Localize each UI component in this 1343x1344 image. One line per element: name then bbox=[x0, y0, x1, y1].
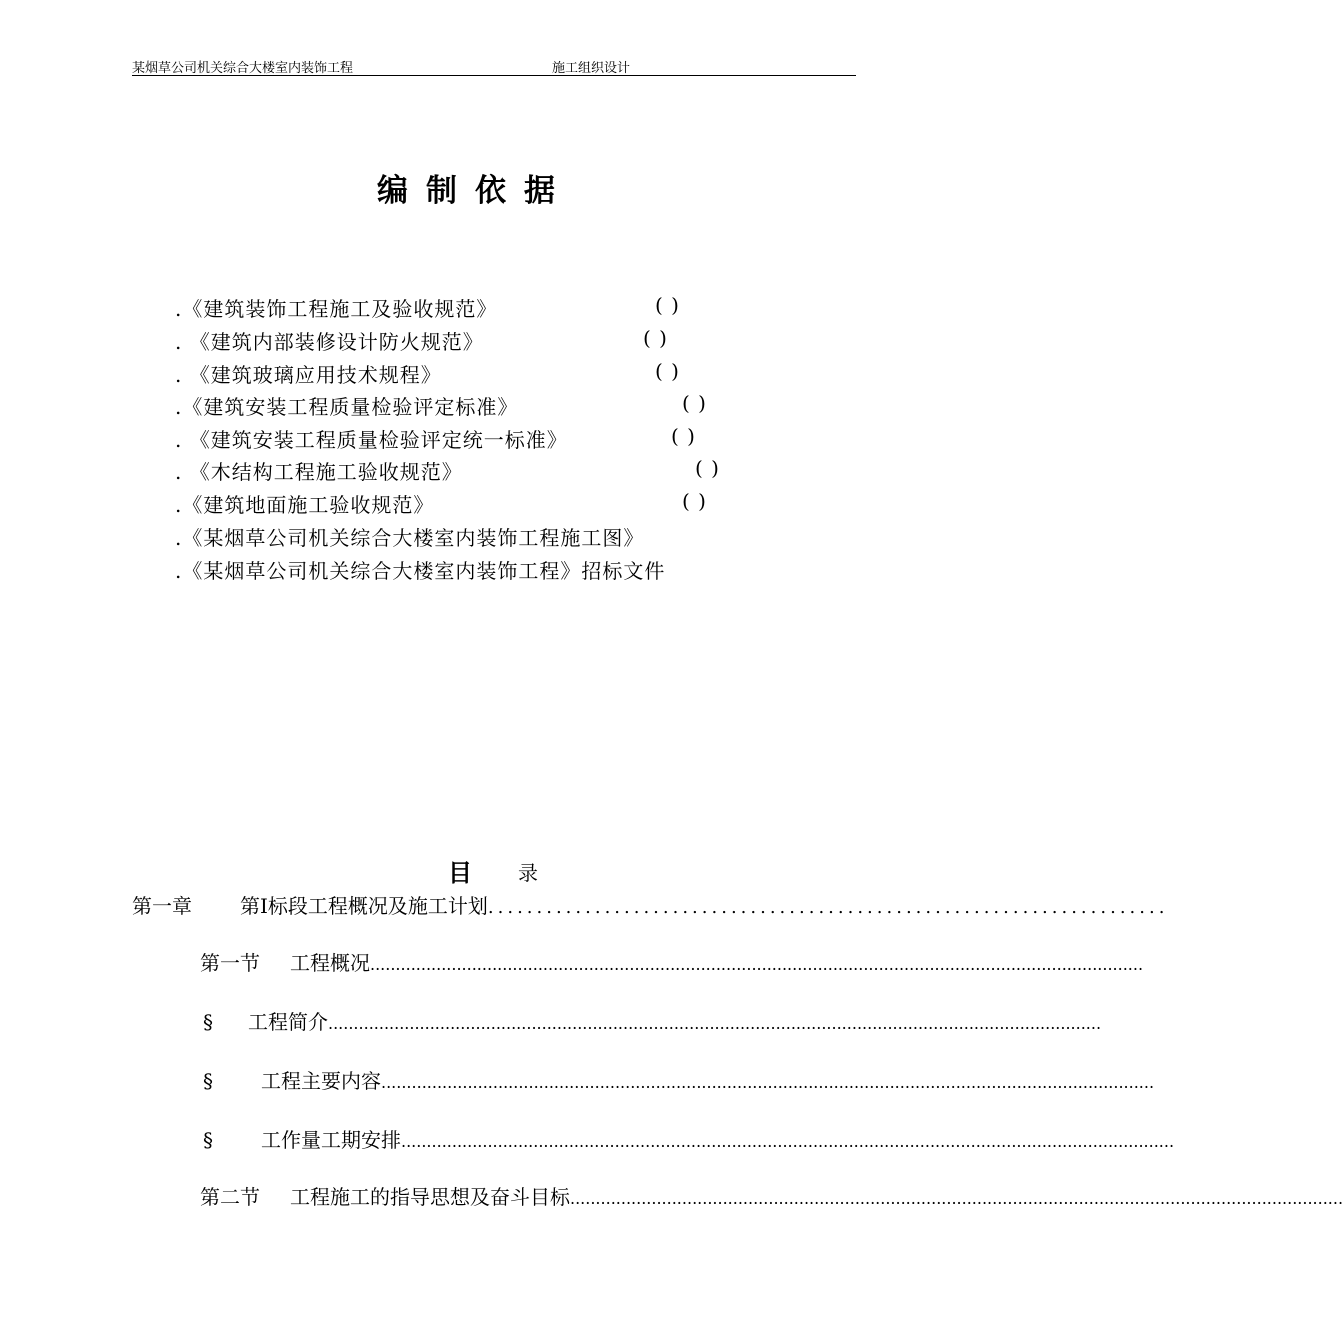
toc-leader-dots: ...................................................................... bbox=[487, 897, 1169, 918]
reference-code: ( ) bbox=[671, 424, 696, 448]
toc-entry-number: § bbox=[203, 1010, 213, 1034]
reference-code: ( ) bbox=[695, 456, 720, 480]
reference-code: ( ) bbox=[643, 326, 668, 350]
reference-text: .《某烟草公司机关综合大楼室内装饰工程》招标文件 bbox=[175, 559, 666, 583]
reference-text: .《建筑安装工程质量检验评定标准》 bbox=[175, 395, 519, 419]
reference-code: ( ) bbox=[682, 391, 707, 415]
reference-text: . 《建筑玻璃应用技术规程》 bbox=[175, 363, 442, 387]
reference-item bbox=[175, 489, 707, 518]
toc-heading-part-2: 录 bbox=[518, 861, 538, 885]
page-header bbox=[132, 57, 856, 76]
reference-item bbox=[175, 522, 644, 551]
reference-text: . 《建筑内部装修设计防火规范》 bbox=[175, 330, 484, 354]
reference-item bbox=[175, 391, 707, 420]
toc-entry-section[interactable] bbox=[200, 1181, 1343, 1210]
toc-entry-subsection[interactable] bbox=[203, 1124, 1175, 1153]
toc-heading-part-1: 目 bbox=[448, 859, 472, 887]
reference-item bbox=[175, 456, 720, 485]
toc-entry-number: 第一节 bbox=[200, 951, 260, 975]
toc-leader-dots: ........................................................................................................................................................ bbox=[570, 1189, 1343, 1208]
reference-code: ( ) bbox=[655, 293, 680, 317]
reference-code: ( ) bbox=[682, 489, 707, 513]
reference-text: . 《建筑安装工程质量检验评定统一标准》 bbox=[175, 428, 568, 452]
toc-entry-chapter[interactable] bbox=[132, 890, 1169, 919]
reference-code: ( ) bbox=[655, 359, 680, 383]
reference-text: .《建筑地面施工验收规范》 bbox=[175, 493, 435, 517]
toc-entry-text: 工作量工期安排 bbox=[261, 1128, 401, 1152]
toc-entry-text: 工程概况 bbox=[290, 951, 370, 975]
header-project-name: 某烟草公司机关综合大楼室内装饰工程 bbox=[132, 61, 354, 76]
toc-leader-dots: ........................................................................................................................................................ bbox=[381, 1073, 1155, 1092]
toc-entry-number: 第二节 bbox=[200, 1185, 260, 1209]
toc-leader-dots: ........................................................................................................................................................ bbox=[328, 1014, 1102, 1033]
toc-entry-subsection[interactable] bbox=[203, 1006, 1102, 1035]
toc-heading bbox=[448, 853, 538, 888]
reference-item bbox=[175, 555, 665, 584]
reference-item bbox=[175, 326, 668, 355]
reference-item bbox=[175, 359, 680, 388]
reference-item bbox=[175, 293, 680, 322]
toc-entry-text: 工程简介 bbox=[248, 1010, 328, 1034]
toc-entry-number: § bbox=[203, 1128, 213, 1152]
toc-entry-number: 第一章 bbox=[132, 894, 192, 918]
toc-leader-dots: ........................................................................................................................................................ bbox=[401, 1132, 1175, 1151]
toc-entry-text: 工程主要内容 bbox=[261, 1069, 381, 1093]
toc-leader-dots: ........................................................................................................................................................ bbox=[370, 955, 1144, 974]
toc-entry-section[interactable] bbox=[200, 947, 1144, 976]
header-document-type: 施工组织设计 bbox=[552, 61, 631, 76]
toc-entry-subsection[interactable] bbox=[203, 1065, 1155, 1094]
toc-entry-text: 第Ⅰ标段工程概况及施工计划 bbox=[240, 894, 488, 918]
reference-item bbox=[175, 424, 696, 453]
toc-entry-number: § bbox=[203, 1069, 213, 1093]
reference-text: .《建筑装饰工程施工及验收规范》 bbox=[175, 297, 498, 321]
reference-text: . 《木结构工程施工验收规范》 bbox=[175, 460, 463, 484]
page-title: 编制依据 bbox=[377, 173, 573, 209]
toc-entry-text: 工程施工的指导思想及奋斗目标 bbox=[290, 1185, 570, 1209]
reference-text: .《某烟草公司机关综合大楼室内装饰工程施工图》 bbox=[175, 526, 645, 550]
